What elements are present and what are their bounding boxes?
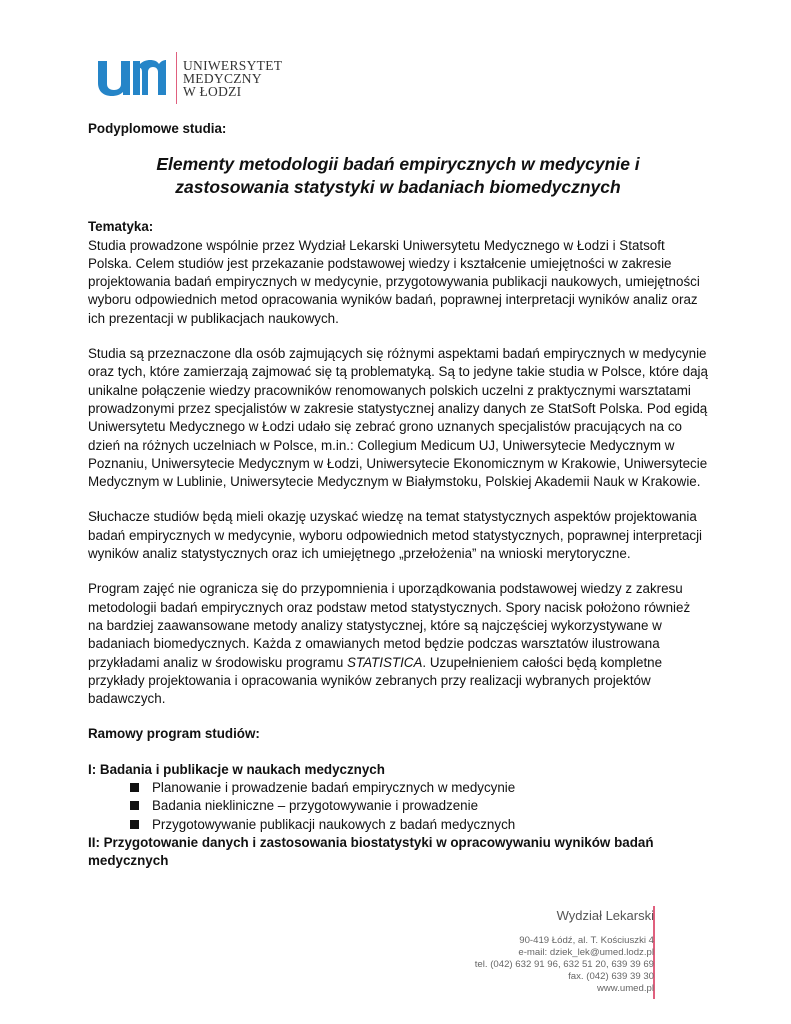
logo-wordmark [183, 59, 282, 98]
list-item: Planowanie i prowadzenie badań empirycznych w medycynie [130, 779, 708, 797]
paragraph: Studia są przeznaczone dla osób zajmujących się różnymi aspektami badań empirycznych w medycynie oraz tych, które zamierzają zajmować się tą problematyką. Są to jedyne takie studia w Polsce, które dają unikalne połączenie wiedzy pracowników renomowanych polskich uczelni z praktycznymi warsztatami prowadzonymi przez specjalistów w zakresie statystycznej analizy danych ze StatSoft Polska. Pod egidą Uniwersytetu Medycznego w Łodzi udało się zebrać grono uznanych specjalistów pracujących na co dzień na różnych uczelniach w Polsce, m.in.: Collegium Medicum UJ, Uniwersytecie Medycznym w Poznaniu, Uniwersytecie Medycznym w Łodzi, Uniwersytecie Ekonomicznym w Krakowie, Uniwersytecie Medycznym w Lublinie, Uniwersytecie Medycznym w Białymstoku, Polskiej Akademii Nauk w Krakowie. [88, 346, 708, 490]
program-name: STATISTICA [347, 654, 423, 670]
document-body [88, 120, 708, 871]
address: 90-419 Łódź, al. T. Kościuszki 4 [519, 935, 654, 946]
paragraph [88, 580, 708, 708]
section-title: II: Przygotowanie danych i zastosowania biostatystyki w opracowywaniu wyników badań medycznych [88, 834, 654, 869]
logo-line: MEDYCZNY [183, 70, 262, 86]
department-name: Wydział Lekarski [556, 908, 654, 923]
website-link[interactable]: www.umed.pl [596, 983, 654, 994]
footer-contact [475, 908, 654, 995]
title-line: zastosowania statystyki w badaniach biomedycznych [175, 177, 621, 198]
section-title: I: Badania i publikacje w naukach medycznych [88, 761, 385, 777]
phone: tel. (042) 632 91 96, 632 51 20, 639 39 69 [474, 959, 654, 970]
university-logo [96, 52, 282, 104]
paragraph: Studia prowadzone wspólnie przez Wydział Lekarski Uniwersytetu Medycznego w Łodzi i Statsoft Polska. Celem studiów jest przekazanie podstawowej wiedzy i kształcenie umiejętności w zakresie projektowania badań empirycznych w medycynie, przygotowywania publikacji naukowych, umiejętności wyboru odpowiednich metod opracowania wyników badań, poprawnej interpretacji wyników analiz oraz ich prezentacji w publikacjach naukowych. [88, 237, 700, 326]
title-line: Elementy metodologii badań empirycznych w medycynie i [156, 154, 640, 175]
section-list [88, 779, 708, 834]
email[interactable]: e-mail: dziek_lek@umed.lodz.pl [518, 947, 654, 958]
paragraph: Słuchacze studiów będą mieli okazję uzyskać wiedzę na temat statystycznych aspektów projektowania badań empirycznych w medycynie, wyboru odpowiednich metod statystycznych, poprawnej interpretacji wyników analiz statystycznych oraz ich umiejętnego „przełożenia” na wnioski merytoryczne. [88, 509, 703, 562]
logo-divider [176, 52, 177, 104]
document-title [88, 153, 708, 199]
list-item: Badania niekliniczne – przygotowywanie i prowadzenie [130, 797, 708, 815]
um-logo-icon [96, 57, 168, 99]
logo-line: W ŁODZI [183, 83, 242, 99]
program-label: Ramowy program studiów: [88, 726, 260, 742]
list-item: Przygotowywanie publikacji naukowych z badań medycznych [130, 816, 708, 834]
fax: fax. (042) 639 39 30 [568, 971, 654, 982]
topic-label: Tematyka: [88, 219, 154, 235]
logo-line: UNIWERSYTET [183, 57, 283, 73]
paragraph-text: . Uzupełnieniem całości będą kompletne przykłady projektowania i opracowania wyników zebranych przy realizacji wybranych projektów badawczych. [88, 654, 663, 707]
paragraph-text: Program zajęć nie ogranicza się do przypomnienia i uporządkowania podstawowej wiedzy z zakresu metodologii badań empirycznych oraz podstaw metod statystycznych. Spory nacisk położono również na bardziej zaawansowane metody analizy statystycznej, które są najczęściej wykorzystywane w badaniach biomedycznych. Każda z omawianych metod będzie podczas warsztatów ilustrowana przykładami analiz w środowisku programu [88, 581, 691, 670]
study-type-label: Podyplomowe studia: [88, 121, 227, 136]
